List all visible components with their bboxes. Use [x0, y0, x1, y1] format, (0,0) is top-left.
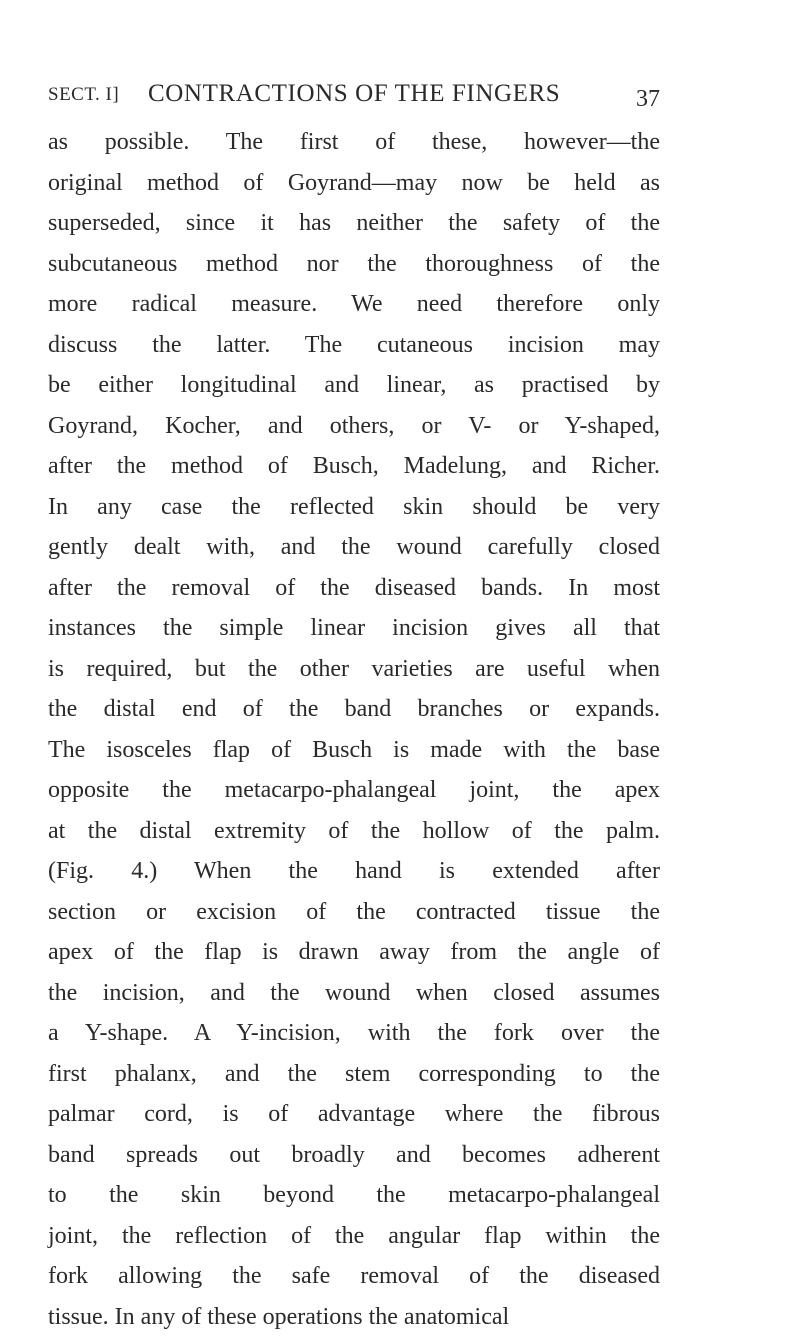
text-line: In any case the reflected skin should be very: [48, 487, 660, 528]
text-line: The isosceles flap of Busch is made with the base: [48, 730, 660, 771]
text-line: the incision, and the wound when closed assumes: [48, 973, 660, 1014]
text-line: the distal end of the band branches or expands.: [48, 689, 660, 730]
running-title: CONTRACTIONS OF THE FINGERS: [148, 80, 560, 108]
text-line: first phalanx, and the stem corresponding to the: [48, 1054, 660, 1095]
text-line: more radical measure. We need therefore only: [48, 284, 660, 325]
text-line: at the distal extremity of the hollow of the palm.: [48, 811, 660, 852]
text-line: is required, but the other varieties are useful when: [48, 649, 660, 690]
text-line: tissue. In any of these operations the anatomical: [48, 1297, 660, 1337]
body-text: [48, 122, 660, 1337]
text-line: section or excision of the contracted tissue the: [48, 892, 660, 933]
text-line: after the method of Busch, Madelung, and Richer.: [48, 446, 660, 487]
text-line: band spreads out broadly and becomes adherent: [48, 1135, 660, 1176]
page-number: 37: [636, 86, 660, 113]
text-line: original method of Goyrand—may now be held as: [48, 163, 660, 204]
text-line: superseded, since it has neither the safety of the: [48, 203, 660, 244]
section-marker: SECT. I]: [48, 84, 119, 106]
text-line: subcutaneous method nor the thoroughness of the: [48, 244, 660, 285]
text-line: joint, the reflection of the angular flap within the: [48, 1216, 660, 1257]
text-line: to the skin beyond the metacarpo-phalangeal: [48, 1175, 660, 1216]
text-line: after the removal of the diseased bands. In most: [48, 568, 660, 609]
text-line: palmar cord, is of advantage where the fibrous: [48, 1094, 660, 1135]
text-line: instances the simple linear incision gives all that: [48, 608, 660, 649]
text-line: opposite the metacarpo-phalangeal joint, the apex: [48, 770, 660, 811]
text-line: apex of the flap is drawn away from the angle of: [48, 932, 660, 973]
text-line: (Fig. 4.) When the hand is extended after: [48, 851, 660, 892]
text-line: Goyrand, Kocher, and others, or V- or Y-shaped,: [48, 406, 660, 447]
text-line: discuss the latter. The cutaneous incision may: [48, 325, 660, 366]
text-line: gently dealt with, and the wound carefully closed: [48, 527, 660, 568]
text-line: a Y-shape. A Y-incision, with the fork over the: [48, 1013, 660, 1054]
text-line: as possible. The first of these, however—the: [48, 122, 660, 163]
text-line: be either longitudinal and linear, as practised by: [48, 365, 660, 406]
text-line: fork allowing the safe removal of the diseased: [48, 1256, 660, 1297]
running-header: [48, 80, 660, 120]
